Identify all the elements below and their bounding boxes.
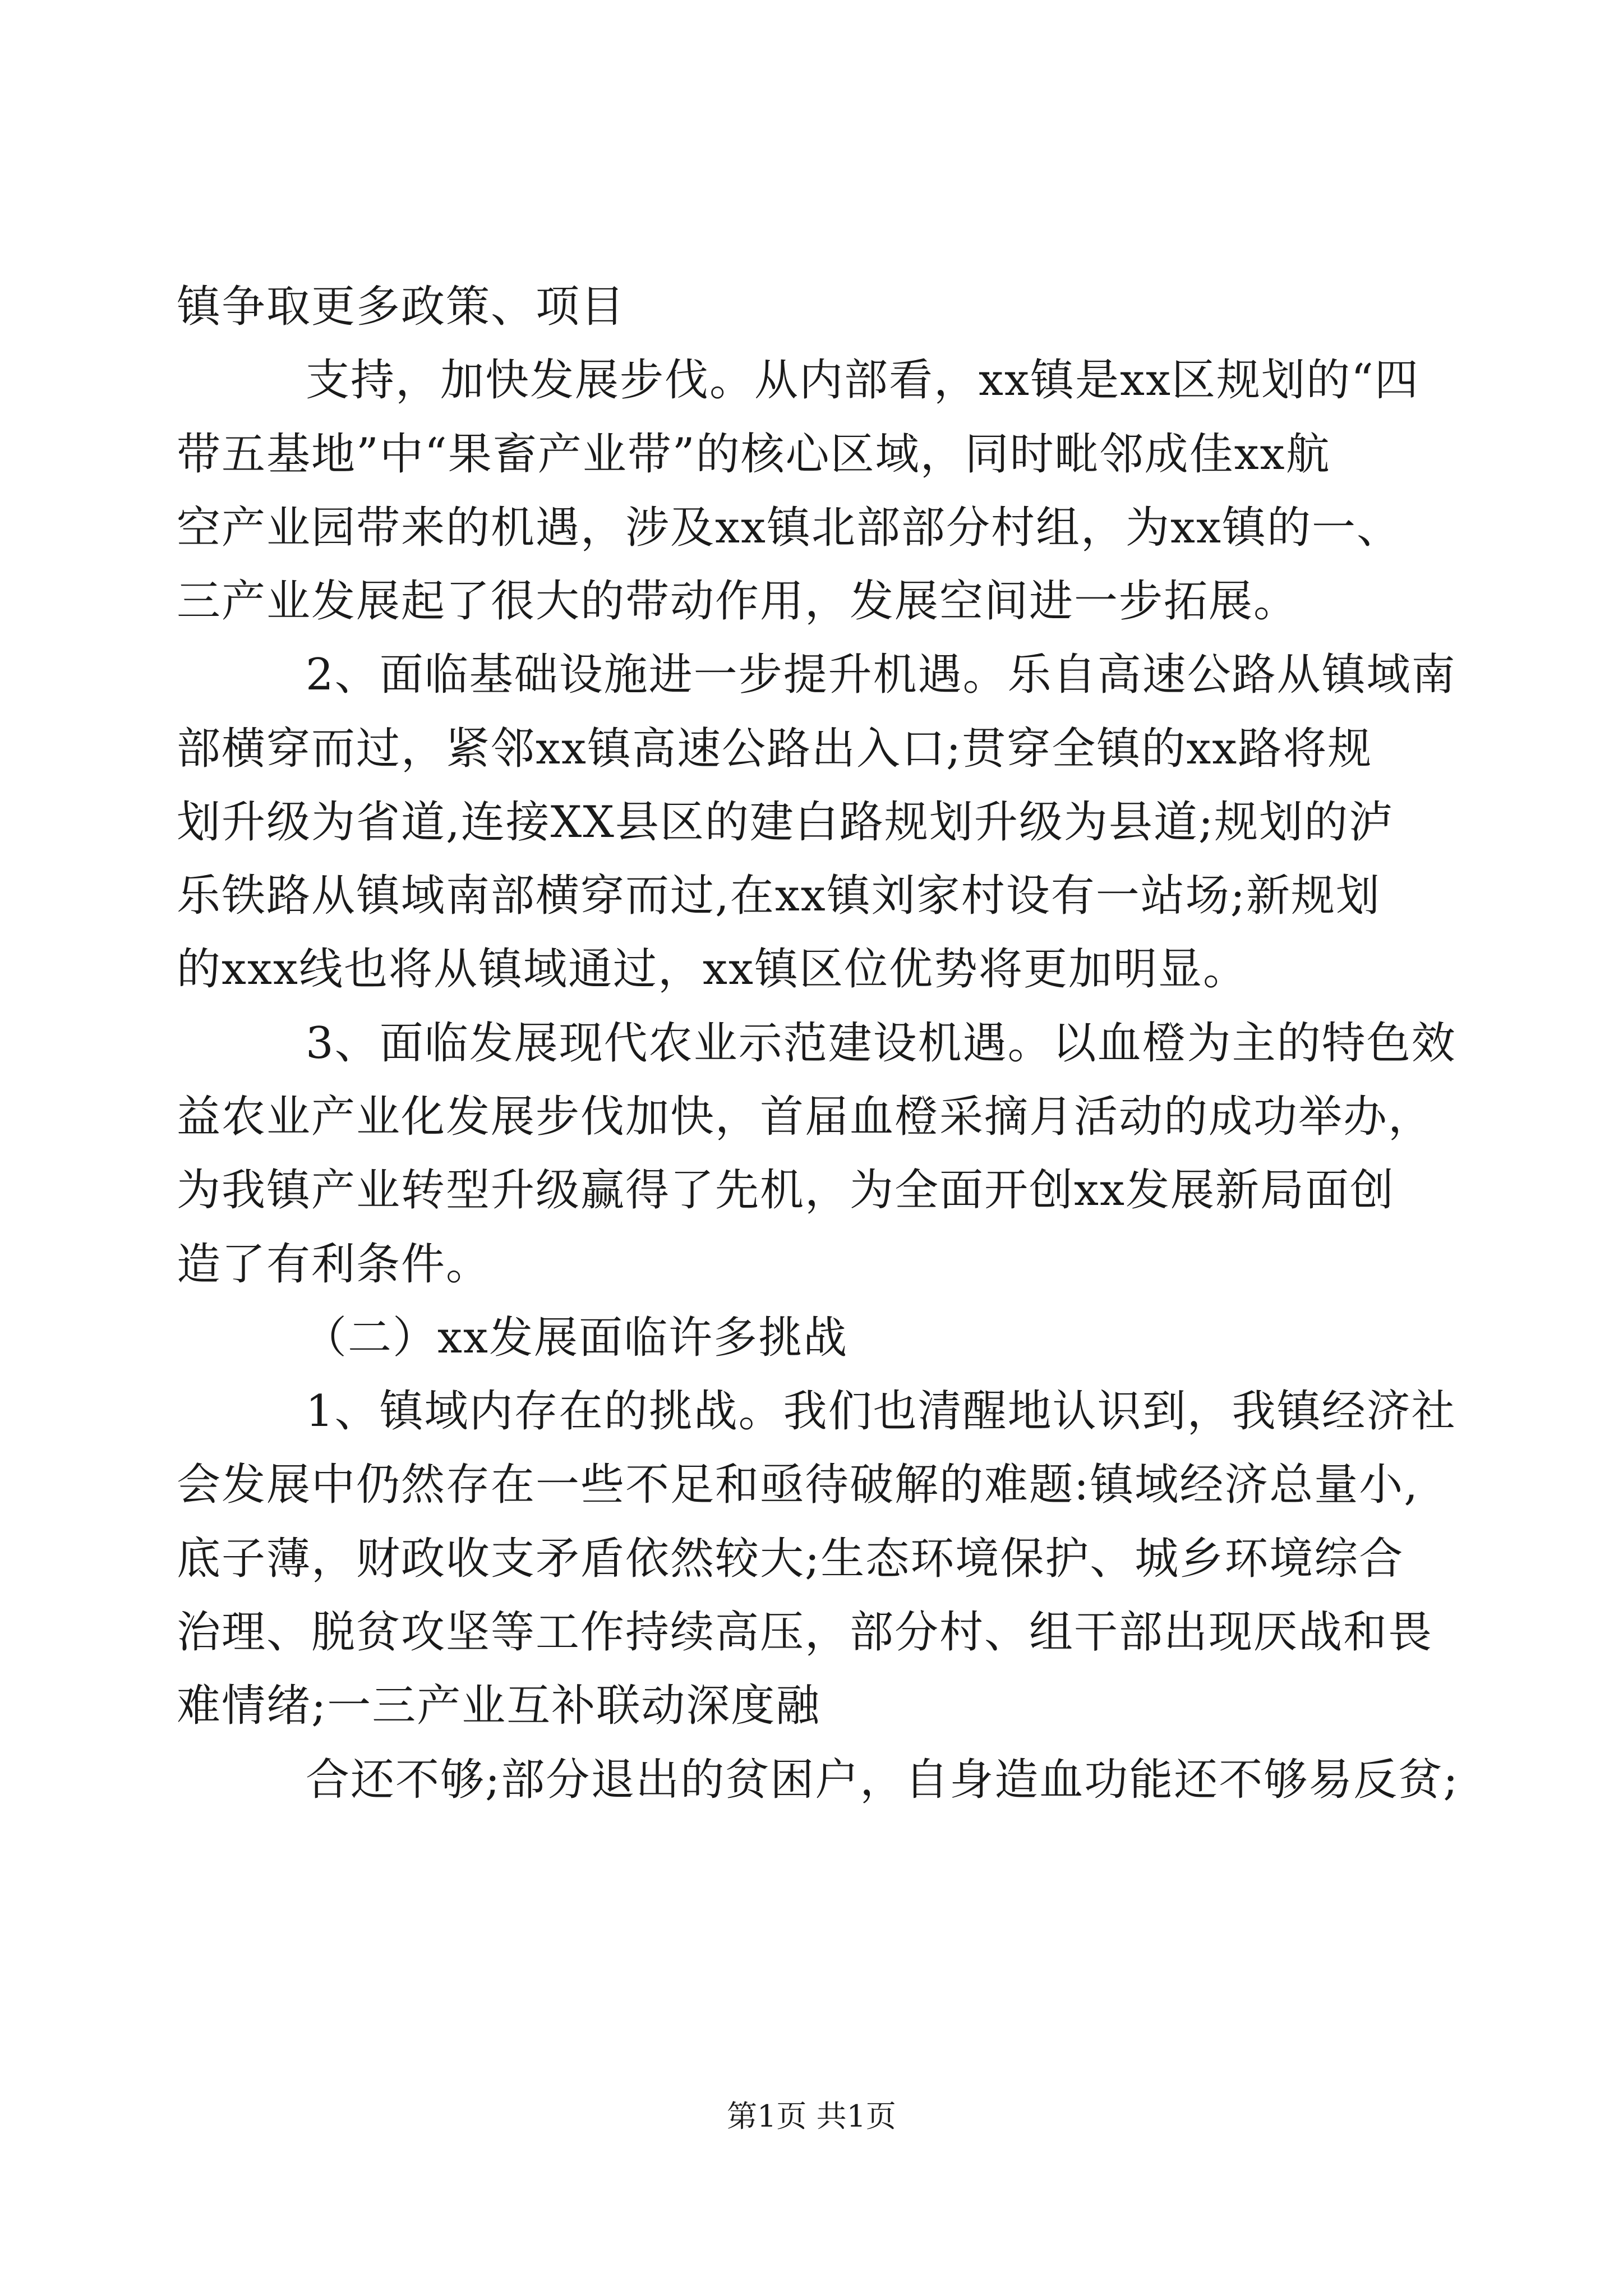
text-line-18: 底子薄，财政收支矛盾依然较大;生态环境保护、城乡环境综合 (177, 1534, 1404, 1584)
text-line-13: 为我镇产业转型升级赢得了先机，为全面开创xx发展新局面创 (177, 1165, 1395, 1216)
text-line-1: 镇争取更多政策、项目 (177, 282, 626, 332)
text-line-21: 合还不够;部分退出的贫困户，自身造血功能还不够易反贫; (306, 1755, 1459, 1805)
text-line-16: 1、镇域内存在的挑战。我们也清醒地认识到，我镇经济社 (306, 1386, 1456, 1437)
text-line-11: 3、面临发展现代农业示范建设机遇。以血橙为主的特色效 (306, 1018, 1456, 1069)
text-line-8: 划升级为省道,连接XX县区的建白路规划升级为县道;规划的泸 (177, 797, 1394, 848)
text-line-2: 支持，加快发展步伐。从内部看，xx镇是xx区规划的“四 (306, 355, 1419, 406)
text-line-6: 2、面临基础设施进一步提升机遇。乐自高速公路从镇域南 (306, 650, 1456, 700)
text-line-4: 空产业园带来的机遇，涉及xx镇北部部分村组，为xx镇的一、 (177, 503, 1401, 553)
text-line-17: 会发展中仍然存在一些不足和亟待破解的难题:镇域经济总量小, (177, 1460, 1419, 1510)
text-line-20: 难情绪;一三产业互补联动深度融 (177, 1681, 821, 1731)
text-line-5: 三产业发展起了很大的带动作用，发展空间进一步拓展。 (177, 576, 1299, 627)
section-heading: （二）xx发展面临许多挑战 (303, 1313, 848, 1363)
page-footer: 第1页 共1页 (727, 2099, 896, 2134)
text-line-10: 的xxx线也将从镇域通过，xx镇区位优势将更加明显。 (177, 944, 1248, 995)
text-line-12: 益农业产业化发展步伐加快，首届血橙采摘月活动的成功举办， (177, 1092, 1433, 1142)
text-line-7: 部横穿而过，紧邻xx镇高速公路出入口;贯穿全镇的xx路将规 (177, 724, 1373, 774)
text-line-19: 治理、脱贫攻坚等工作持续高压，部分村、组干部出现厌战和畏 (177, 1607, 1433, 1658)
text-line-14: 造了有利条件。 (177, 1239, 491, 1290)
text-line-9: 乐铁路从镇域南部横穿而过,在xx镇刘家村设有一站场;新规划 (177, 871, 1381, 921)
text-line-3: 带五基地”中“果畜产业带”的核心区域，同时毗邻成佳xx航 (177, 429, 1331, 480)
